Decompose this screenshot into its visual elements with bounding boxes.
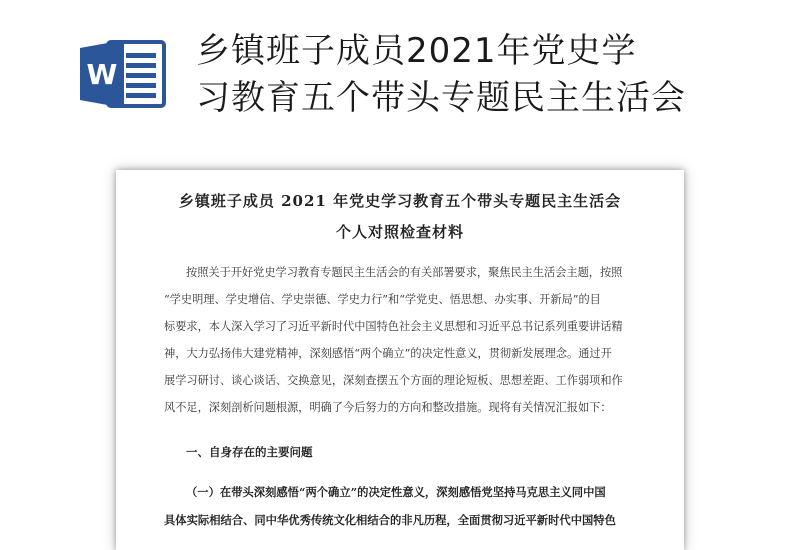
- word-document-icon: [78, 38, 170, 110]
- paragraph-line: 展学习研讨、谈心谈话、交换意见，深刻查摆五个方面的理论短板、思想差距、工作弱项和作: [164, 374, 623, 387]
- document-subtitle: 个人对照检查材料: [335, 223, 464, 241]
- page-title-line-2: 习教育五个带头专题民主生活会: [196, 78, 686, 118]
- paragraph-line: “学史明理、学史增信、学史崇德、学史力行”和“学党史、悟思想、办实事、开新局”的目: [164, 293, 601, 306]
- paragraph-line: 具体实际相结合、同中华优秀传统文化相结合的非凡历程，全面贯彻习近平新时代中国特色: [164, 513, 616, 527]
- header: [0, 0, 800, 150]
- logo-letter: W: [86, 58, 118, 91]
- paragraph-line: 神，大力弘扬伟大建党精神，深刻感悟“两个确立”的决定性意义，贯彻新发展理念。通过开: [164, 347, 612, 360]
- page-title: [196, 28, 686, 122]
- page-title-line-1: 乡镇班子成员2021年党史学: [196, 31, 637, 71]
- paragraph-line: （一）在带头深刻感悟“两个确立”的决定性意义，深刻感悟党坚持马克思主义同中国: [186, 485, 606, 499]
- paragraph-line: 风不足，深刻剖析问题根源，明确了今后努力的方向和整改措施。现将有关情况汇报如下：: [164, 401, 612, 414]
- document-page: [116, 170, 684, 550]
- document-title: 乡镇班子成员 2021 年党史学习教育五个带头专题民主生活会: [178, 192, 622, 210]
- section-heading: 一、自身存在的主要问题: [186, 445, 313, 459]
- intro-paragraph: [164, 259, 648, 421]
- paragraph-line: 标要求，本人深入学习了习近平新时代中国特色社会主义思想和习近平总书记系列重要讲话精: [164, 320, 623, 333]
- paragraph-line: 按照关于开好党史学习教育专题民主生活会的有关部署要求，聚焦民主生活会主题，按照: [186, 266, 623, 279]
